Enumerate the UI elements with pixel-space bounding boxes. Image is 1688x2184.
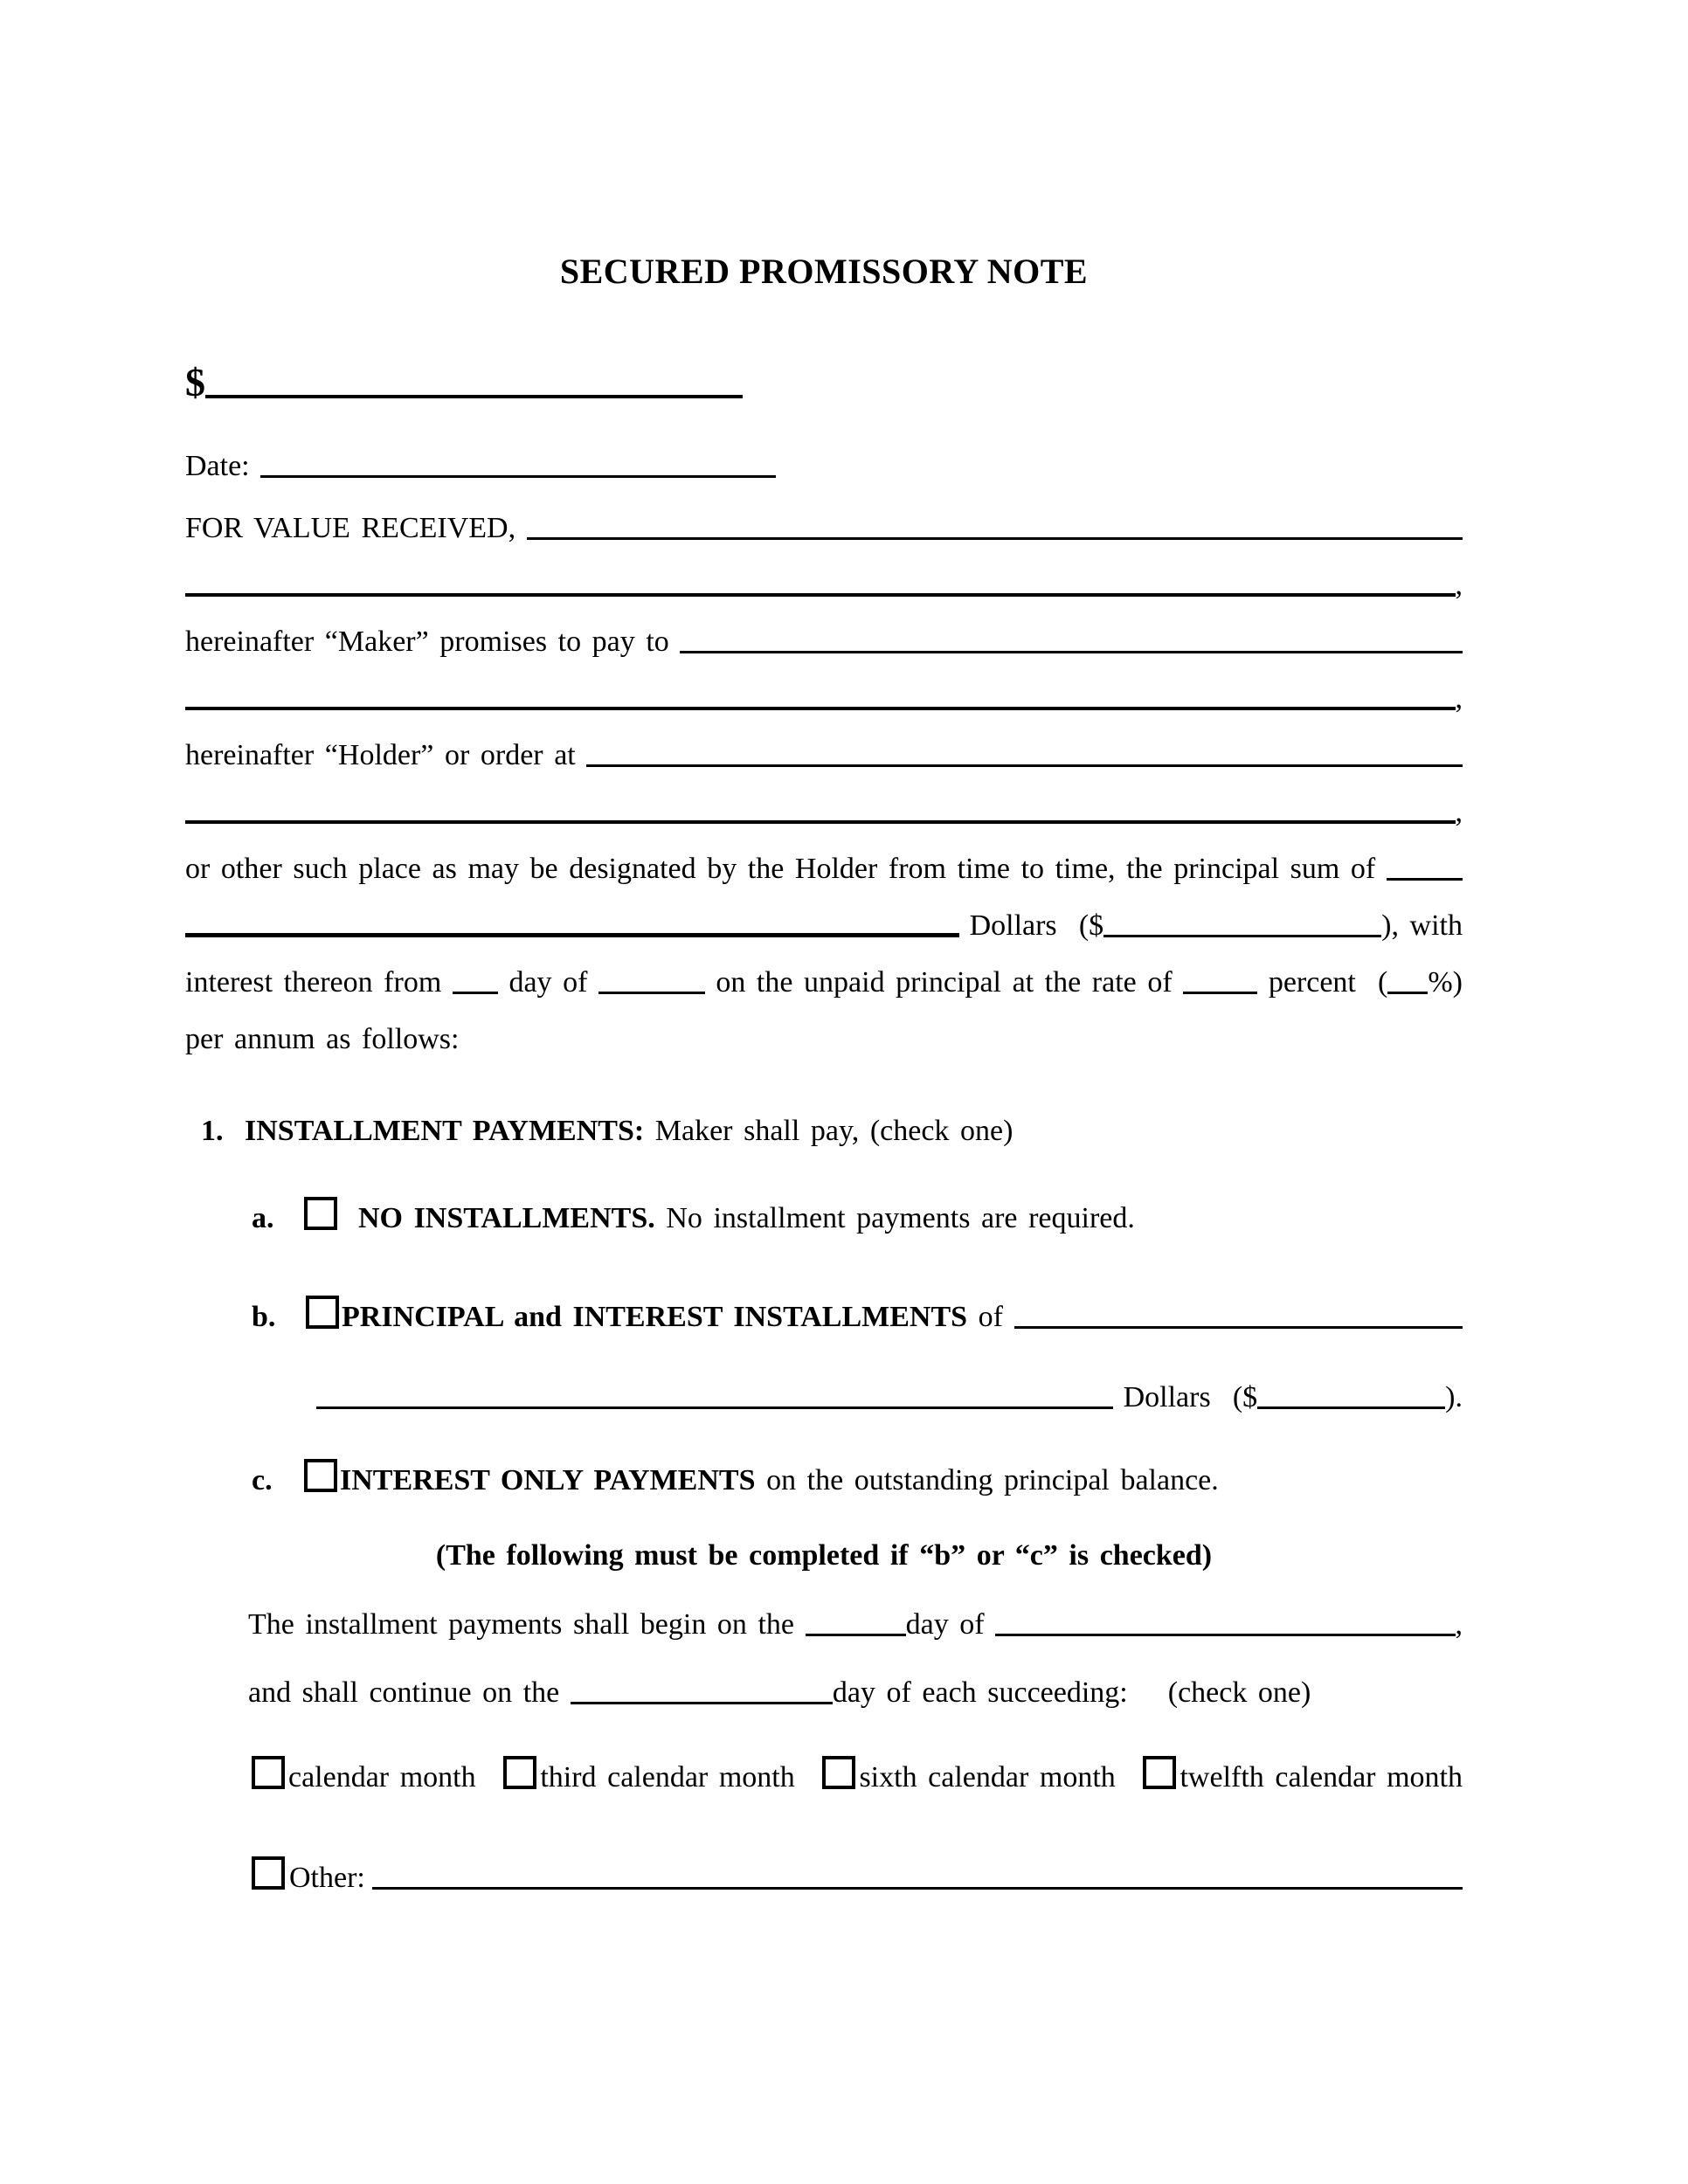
- completion-note: (The following must be completed if “b” or “c” is checked): [435, 1539, 1213, 1572]
- maker-clause-label: hereinafter “Maker” promises to pay to: [185, 625, 681, 658]
- amount-row: [185, 358, 1463, 407]
- interest-day-blank-field[interactable]: [453, 991, 498, 994]
- date-row: [185, 447, 1463, 486]
- dollars-label-b: Dollars ($: [1123, 1381, 1258, 1413]
- option-a-marker: a.: [252, 1202, 274, 1234]
- percent-label: percent (: [1257, 966, 1388, 999]
- maker-continuation-line: [185, 556, 1463, 613]
- comma-text: ,: [1455, 796, 1463, 828]
- date-blank-field[interactable]: [260, 474, 776, 478]
- principal-sum-words-blank-field[interactable]: [185, 932, 959, 937]
- maker-name-blank-field[interactable]: [527, 536, 1463, 540]
- check-one-instruction: Maker shall pay, (check one): [644, 1115, 1013, 1147]
- frequency-option-calendar-month: [252, 1749, 476, 1806]
- installment-amount-words-blank-field[interactable]: [1014, 1325, 1463, 1329]
- frequency-option-sixth-calendar-month: [822, 1749, 1115, 1806]
- option-b-row: [252, 1289, 1463, 1345]
- checkbox-twelfth-calendar-month[interactable]: [1143, 1756, 1176, 1789]
- dollars-label: Dollars ($: [969, 909, 1104, 942]
- interest-month-blank-field[interactable]: [598, 991, 705, 994]
- twelfth-calendar-month-label: twelfth calendar month: [1180, 1761, 1463, 1794]
- holder-clause-line: [185, 727, 1463, 784]
- dollar-sign-label: $: [185, 360, 205, 404]
- document-title: SECURED PROMISSORY NOTE: [559, 252, 1089, 291]
- dollars-close-label-b: ).: [1445, 1381, 1463, 1413]
- checkbox-principal-interest-installments[interactable]: [306, 1296, 339, 1329]
- of-label: of: [967, 1301, 1014, 1333]
- amount-blank-field[interactable]: [205, 394, 743, 398]
- continue-day-blank-field[interactable]: [571, 1701, 833, 1704]
- address-continuation-line: [185, 784, 1463, 840]
- other-row: [252, 1849, 1463, 1906]
- begin-day-blank-field[interactable]: [806, 1633, 906, 1636]
- sixth-calendar-month-label: sixth calendar month: [859, 1761, 1116, 1794]
- comma-text: ,: [1455, 569, 1463, 601]
- intro-paragraph: [185, 500, 1463, 1068]
- payee-continuation-line: [185, 670, 1463, 727]
- for-value-line: [185, 500, 1463, 556]
- section-1-heading: [185, 1102, 1463, 1159]
- interest-rate-label: on the unpaid principal at the rate of: [704, 966, 1184, 999]
- begin-dayof-label: day of: [905, 1608, 996, 1641]
- rate-blank-field[interactable]: [1183, 991, 1257, 994]
- checkbox-third-calendar-month[interactable]: [503, 1756, 536, 1789]
- comma-text: ,: [1455, 682, 1463, 715]
- checkbox-calendar-month[interactable]: [252, 1756, 285, 1789]
- option-c-row: [252, 1452, 1463, 1509]
- interest-line: [185, 954, 1463, 1011]
- interest-dayof-label: day of: [497, 966, 599, 999]
- payee-name-blank-field-2[interactable]: [185, 706, 1456, 710]
- principal-interest-label: PRINCIPAL and INTEREST INSTALLMENTS: [342, 1301, 968, 1333]
- option-b-dollars-row: [316, 1369, 1463, 1426]
- holder-clause-label: hereinafter “Holder” or order at: [185, 739, 587, 771]
- dollars-line: [185, 897, 1463, 954]
- percent-close-label: %): [1428, 966, 1463, 999]
- other-label: Other:: [289, 1862, 365, 1894]
- for-value-label: FOR VALUE RECEIVED,: [185, 512, 527, 544]
- checkbox-interest-only-payments[interactable]: [304, 1459, 337, 1492]
- checkbox-other[interactable]: [252, 1856, 285, 1890]
- calendar-month-label: calendar month: [288, 1761, 476, 1794]
- begin-month-blank-field[interactable]: [995, 1633, 1455, 1636]
- checkbox-sixth-calendar-month[interactable]: [822, 1756, 855, 1789]
- begin-label: The installment payments shall begin on the: [248, 1608, 806, 1641]
- continue-succeeding-label: day of each succeeding:: [832, 1676, 1128, 1709]
- date-label: Date:: [185, 450, 261, 482]
- per-annum-line: [185, 1011, 1463, 1068]
- payee-name-blank-field[interactable]: [680, 650, 1463, 653]
- place-clause-line: [185, 840, 1463, 897]
- begin-comma-text: ,: [1455, 1608, 1463, 1641]
- frequency-option-twelfth-calendar-month: [1143, 1749, 1463, 1806]
- option-c-marker: c.: [252, 1464, 273, 1496]
- installment-amount-words-blank-field-2[interactable]: [316, 1406, 1113, 1409]
- per-annum-label: per annum as follows:: [185, 1023, 460, 1055]
- holder-address-blank-field[interactable]: [586, 764, 1463, 767]
- option-b-marker: b.: [252, 1301, 276, 1333]
- other-blank-field[interactable]: [372, 1886, 1463, 1890]
- principal-sum-blank-field[interactable]: [1387, 877, 1463, 881]
- checkbox-no-installments[interactable]: [304, 1197, 337, 1230]
- installment-amount-blank-field[interactable]: [1257, 1406, 1445, 1409]
- continue-row: [248, 1664, 1463, 1721]
- maker-name-blank-field-2[interactable]: [185, 592, 1456, 597]
- principal-amount-blank-field[interactable]: [1103, 934, 1381, 937]
- frequency-option-third-calendar-month: [503, 1749, 794, 1806]
- percent-blank-field[interactable]: [1387, 991, 1428, 994]
- holder-address-blank-field-2[interactable]: [185, 819, 1456, 824]
- place-clause-label: or other such place as may be designated by the Holder from time to time, the principal sum of: [185, 853, 1387, 885]
- dollars-close-label: ), with: [1381, 909, 1463, 942]
- begin-row: [248, 1596, 1463, 1653]
- no-installments-label: NO INSTALLMENTS.: [358, 1202, 655, 1234]
- installment-payments-heading: INSTALLMENT PAYMENTS:: [245, 1115, 645, 1147]
- continue-label: and shall continue on the: [248, 1676, 571, 1709]
- interest-from-label: interest thereon from: [185, 966, 453, 999]
- section-1-number: 1.: [201, 1115, 224, 1147]
- frequency-options-row: [252, 1749, 1463, 1806]
- check-one-label: (check one): [1167, 1676, 1311, 1709]
- no-installments-description: No installment payments are required.: [654, 1202, 1135, 1234]
- interest-only-description: on the outstanding principal balance.: [755, 1464, 1219, 1496]
- interest-only-label: INTEREST ONLY PAYMENTS: [340, 1464, 756, 1496]
- third-calendar-month-label: third calendar month: [540, 1761, 795, 1794]
- maker-clause-line: [185, 613, 1463, 670]
- option-a-row: [252, 1190, 1463, 1247]
